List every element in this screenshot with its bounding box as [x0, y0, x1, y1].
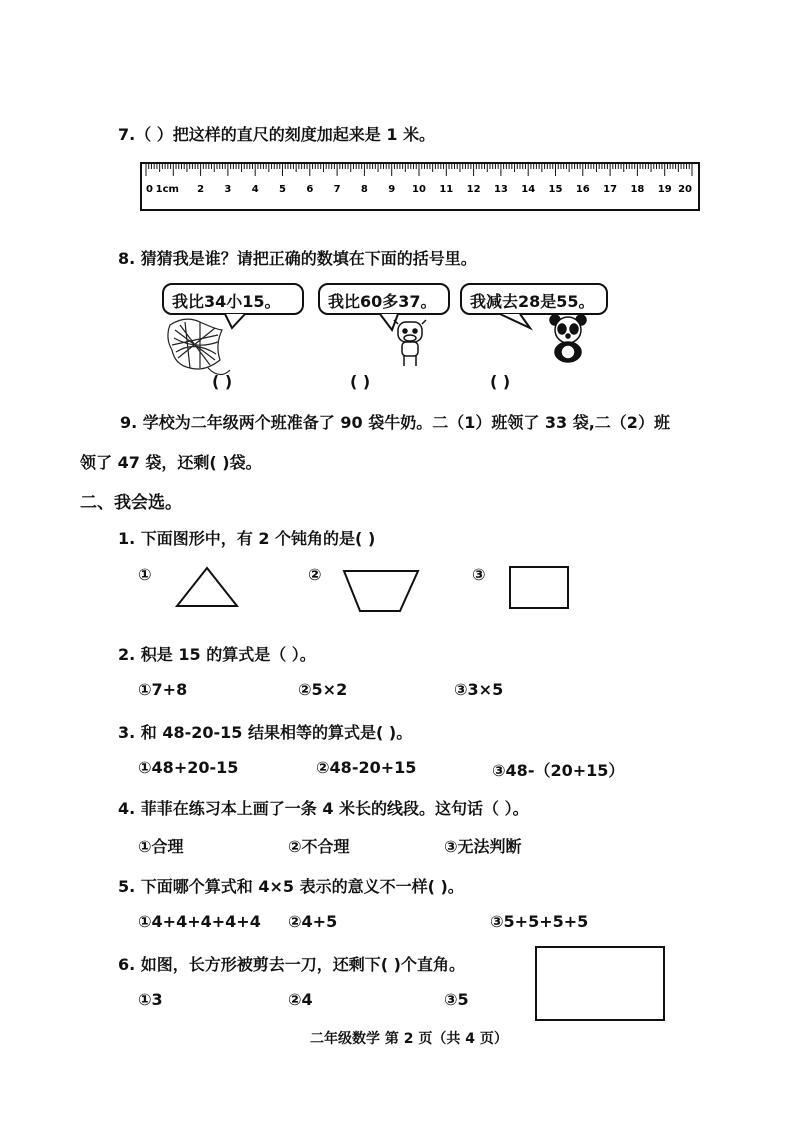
q3-option-2[interactable]: ②48-20+15	[316, 758, 417, 777]
ruler-tick-label: 6	[306, 184, 314, 195]
triangle-shape	[177, 568, 237, 606]
ruler-tick-label: 7	[333, 184, 341, 195]
question-9-line-2: 领了 47 袋，还剩( )袋。	[80, 453, 262, 472]
speech-bubble-1: 我比34小15。	[162, 283, 304, 315]
q4-option-1[interactable]: ①合理	[138, 837, 184, 856]
q5-option-2[interactable]: ②4+5	[288, 912, 338, 931]
choice-question-5: 5. 下面哪个算式和 4×5 表示的意义不一样( )。	[118, 877, 464, 896]
ruler-tick-label: 16	[575, 184, 590, 195]
ruler-tick-label: 14	[521, 184, 536, 195]
q3-option-1[interactable]: ①48+20-15	[138, 758, 239, 777]
ruler-tick-label: 3	[224, 184, 232, 195]
ruler-tick-label: 5	[279, 184, 286, 195]
q5-option-3[interactable]: ③5+5+5+5	[490, 912, 589, 931]
q6-option-3[interactable]: ③5	[444, 990, 469, 1009]
q4-option-3[interactable]: ③无法判断	[444, 837, 522, 856]
trapezoid-shape	[344, 571, 418, 611]
answer-blank-2[interactable]: ( )	[350, 372, 371, 391]
choice-question-6: 6. 如图，长方形被剪去一刀，还剩下( )个直角。	[118, 955, 465, 974]
ruler-tick-label: 19	[657, 184, 672, 195]
ruler-tick-label: 4	[251, 184, 259, 195]
q2-option-3[interactable]: ③3×5	[454, 680, 504, 699]
question-7: 7.（ ）把这样的直尺的刻度加起来是 1 米。	[118, 125, 436, 144]
choice-question-4: 4. 菲菲在练习本上画了一条 4 米长的线段。这句话（ ）。	[118, 799, 529, 818]
answer-blank-3[interactable]: ( )	[490, 372, 511, 391]
ruler-tick-label: 15	[548, 184, 563, 195]
ruler-tick-label: 0	[146, 184, 153, 195]
shape-label-1[interactable]: ①	[138, 565, 152, 584]
speech-bubble-2: 我比60多37。	[318, 283, 450, 315]
choice-question-2: 2. 积是 15 的算式是（ ）。	[118, 645, 316, 664]
shape-label-2[interactable]: ②	[308, 565, 322, 584]
ruler-tick-label: 12	[466, 184, 481, 195]
q6-option-2[interactable]: ②4	[288, 990, 313, 1009]
q2-option-2[interactable]: ②5×2	[298, 680, 348, 699]
ruler-tick-label: 2	[197, 184, 205, 195]
ruler-tick-label: 18	[630, 184, 645, 195]
page-footer: 二年级数学 第 2 页（共 4 页）	[310, 1031, 508, 1047]
answer-blank-1[interactable]: ( )	[212, 372, 233, 391]
ruler-tick-label: 10	[412, 184, 426, 195]
ruler-tick-label: 11	[439, 184, 454, 195]
section-heading: 二、我会选。	[80, 493, 182, 513]
ruler-tick-label: 9	[388, 184, 396, 195]
ruler-tick-label: 17	[603, 184, 618, 195]
rectangle-shape	[510, 567, 568, 608]
q2-option-1[interactable]: ①7+8	[138, 680, 188, 699]
q3-option-3[interactable]: ③48-（20+15）	[492, 761, 625, 780]
ruler-tick-label: 13	[493, 184, 508, 195]
choice-question-3: 3. 和 48-20-15 结果相等的算式是( )。	[118, 723, 413, 742]
choice-question-1: 1. 下面图形中，有 2 个钝角的是( )	[118, 529, 376, 548]
q4-option-2[interactable]: ②不合理	[288, 837, 350, 856]
cut-rectangle-shape	[536, 947, 664, 1020]
question-9-line-1: 9. 学校为二年级两个班准备了 90 袋牛奶。二（1）班领了 33 袋,二（2）班	[120, 413, 670, 432]
speech-bubble-3: 我减去28是55。	[460, 283, 608, 315]
q5-option-1[interactable]: ①4+4+4+4+4	[138, 912, 261, 931]
ruler-tick-label: 20	[678, 184, 692, 195]
question-8: 8. 猜猜我是谁？请把正确的数填在下面的括号里。	[118, 249, 477, 268]
shape-label-3[interactable]: ③	[472, 565, 486, 584]
ruler-unit-label: 1cm	[155, 184, 179, 195]
ruler-tick-label: 8	[360, 184, 368, 195]
q6-option-1[interactable]: ①3	[138, 990, 163, 1009]
